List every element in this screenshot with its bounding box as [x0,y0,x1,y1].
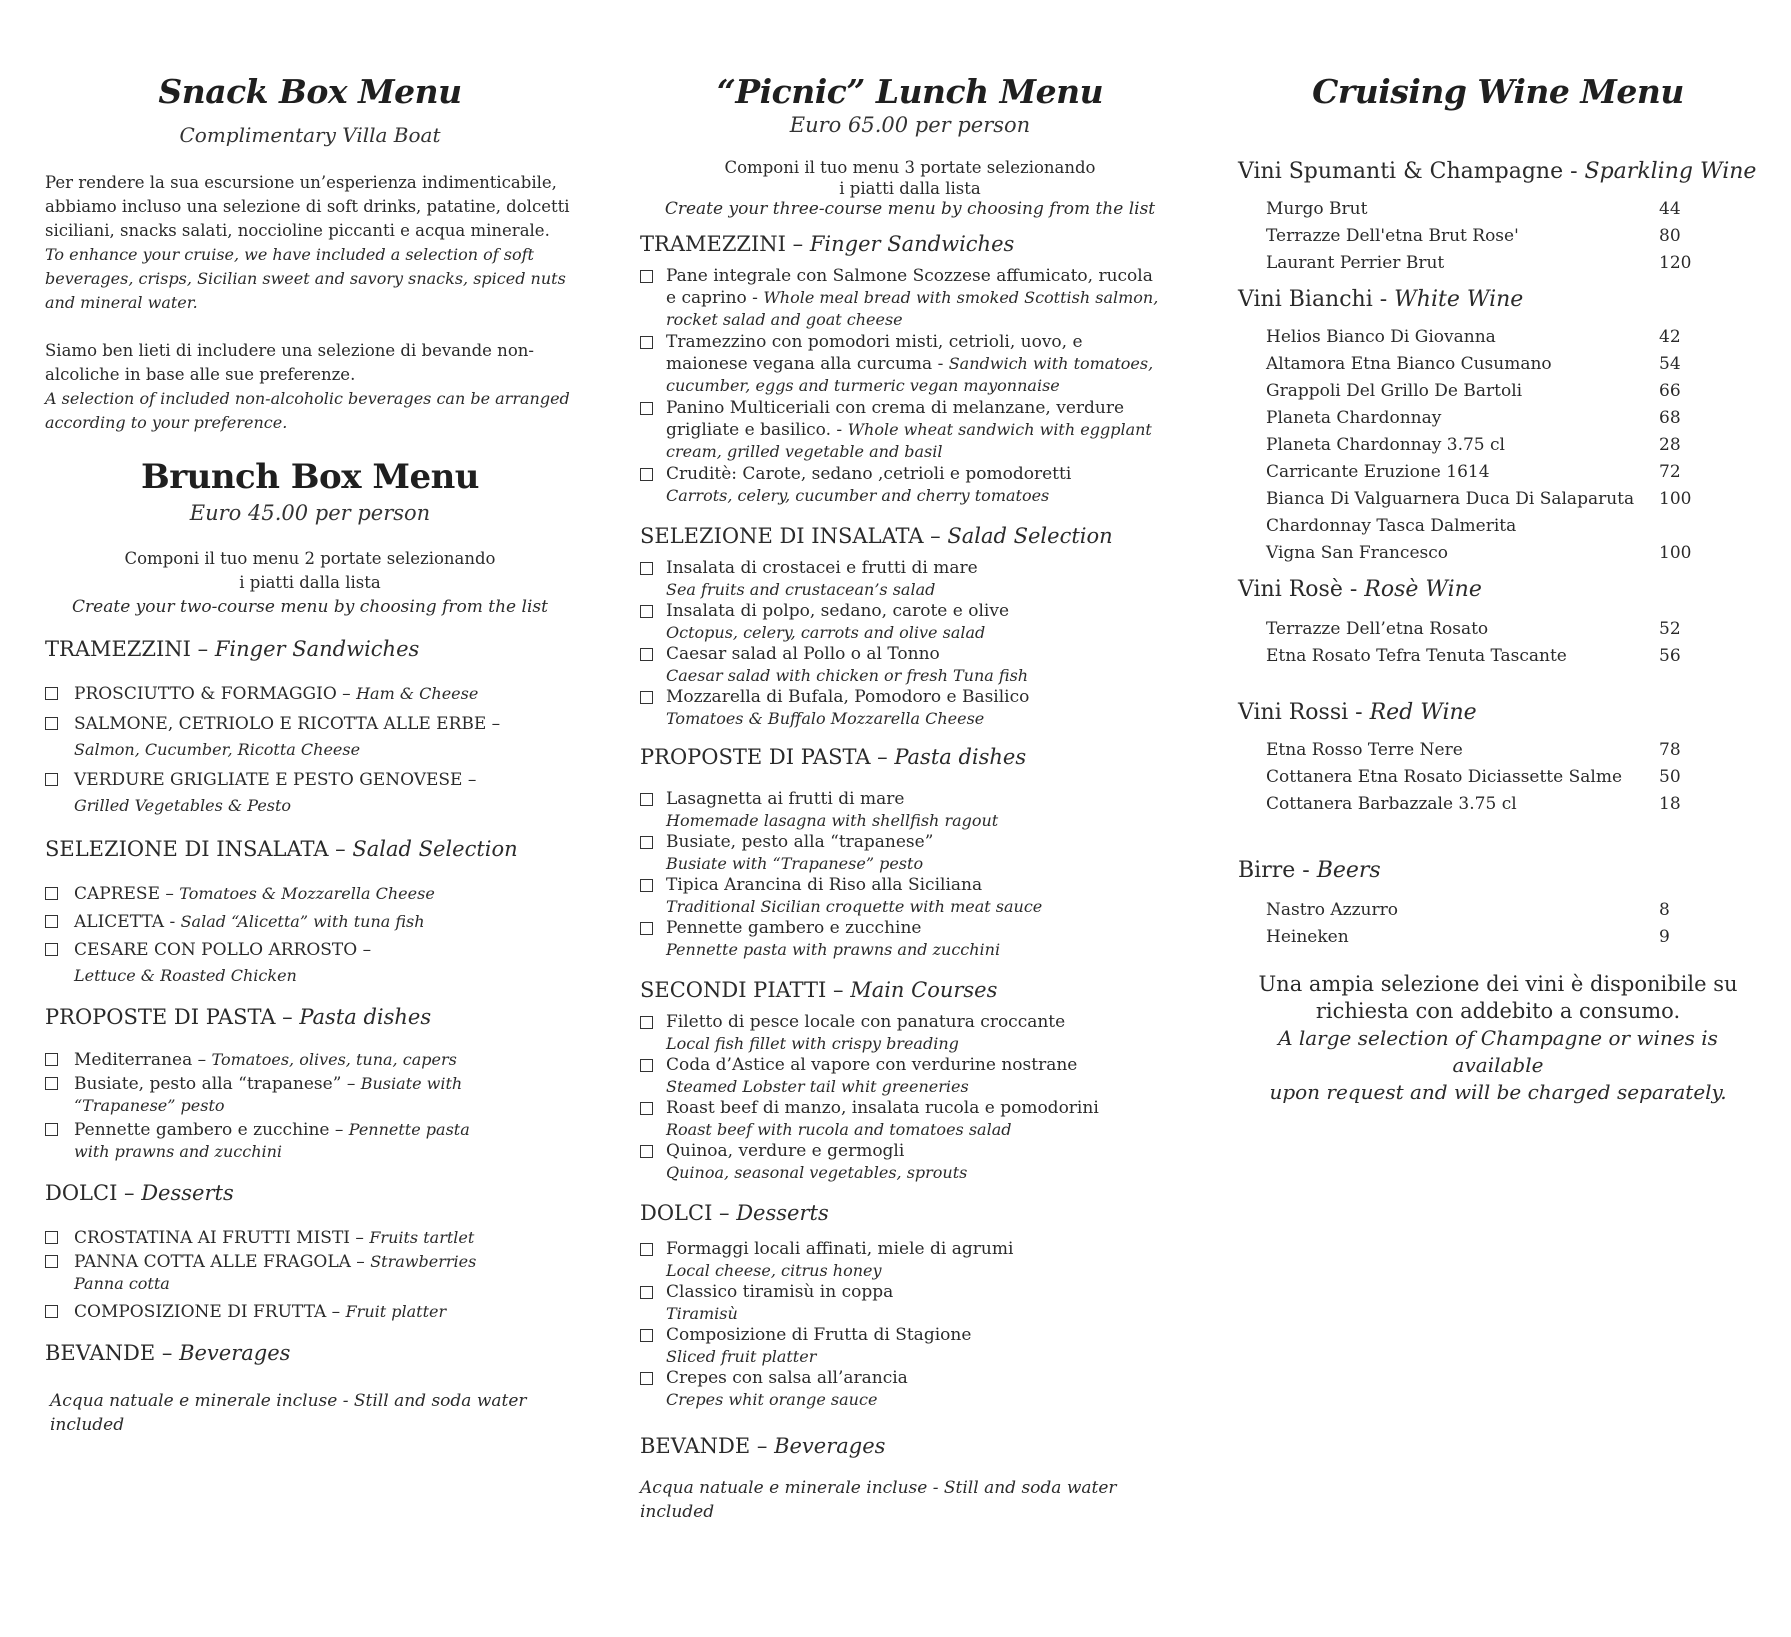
picnic-section-desserts: DOLCI – Desserts [640,1201,829,1225]
checkbox[interactable] [45,1305,58,1318]
checkbox[interactable] [640,793,653,806]
wine-title: Cruising Wine Menu [1312,72,1684,111]
picnic-beverage-note: Acqua natuale e minerale incluse - Still and soda water included [640,1478,1117,1522]
brunch-section-salad: SELEZIONE DI INSALATA – Salad Selection [45,837,518,861]
brunch-intro-2: i piatti dalla lista [239,573,381,592]
wine-footer-it-2: richiesta con addebito a consumo. [1315,999,1681,1023]
picnic-price: Euro 65.00 per person [789,113,1031,137]
picnic-option[interactable]: Insalata di polpo, sedano, carote e olive Octopus, celery, carrots and olive salad [640,601,1180,643]
wine-row: Etna Rosato Tefra Tenuta Tascante 56 [1266,646,1681,666]
brunch-beverage-note: Acqua natuale e minerale incluse - Still and soda water included [50,1391,527,1435]
brunch-option[interactable]: ALICETTA - Salad “Alicetta” with tuna fish [45,911,575,933]
picnic-section-salad: SELEZIONE DI INSALATA – Salad Selection [640,524,1113,548]
checkbox[interactable] [640,402,653,415]
brunch-option[interactable]: COMPOSIZIONE DI FRUTTA – Fruit platter [45,1301,575,1323]
brunch-title: Brunch Box Menu [140,457,480,497]
wine-row: Helios Bianco Di Giovanna 42 [1266,327,1681,347]
checkbox[interactable] [640,1286,653,1299]
wine-row: Planeta Chardonnay 68 [1266,408,1681,428]
picnic-section-pasta: PROPOSTE DI PASTA – Pasta dishes [640,745,1027,769]
checkbox[interactable] [45,915,58,928]
wine-row: Chardonnay Tasca Dalmerita [1266,516,1517,536]
picnic-option[interactable]: Mozzarella di Bufala, Pomodoro e Basilico Tomatoes & Buffalo Mozzarella Cheese [640,687,1180,729]
picnic-option[interactable]: Composizione di Frutta di Stagione Sliced fruit platter [640,1325,1180,1367]
checkbox[interactable] [640,1372,653,1385]
checkbox[interactable] [640,336,653,349]
picnic-option[interactable]: Quinoa, verdure e germogli Quinoa, seasonal vegetables, sprouts [640,1141,1180,1183]
picnic-option[interactable]: Busiate, pesto alla “trapanese” Busiate with “Trapanese” pesto [640,832,1180,874]
checkbox[interactable] [640,648,653,661]
wine-row: Nastro Azzurro 8 [1266,900,1670,920]
picnic-option[interactable]: Crepes con salsa all’arancia Crepes whit orange sauce [640,1368,1180,1410]
picnic-section-main: SECONDI PIATTI – Main Courses [640,978,998,1002]
checkbox[interactable] [640,1145,653,1158]
picnic-intro-en: Create your three-course menu by choosing from the list [664,199,1156,219]
wine-row: Vigna San Francesco 100 [1266,543,1692,563]
wine-row: Grappoli Del Grillo De Bartoli 66 [1266,381,1681,401]
checkbox[interactable] [640,562,653,575]
wine-section-white: Vini Bianchi - White Wine [1238,287,1524,312]
checkbox[interactable] [640,879,653,892]
brunch-intro-en: Create your two-course menu by choosing from the list [72,597,548,617]
brunch-option[interactable]: Busiate, pesto alla “trapanese” – Busiate with “Trapanese” pesto [45,1073,465,1117]
brunch-option[interactable]: CROSTATINA AI FRUTTI MISTI – Fruits tartlet [45,1227,575,1249]
picnic-title: “Picnic” Lunch Menu [716,72,1104,111]
snack-paragraph-it: Per rendere la sua escursione un’esperienza indimenticabile, abbiamo incluso una selezione di soft drinks, patatine, dolcetti siciliani, snacks salati, noccioline piccanti e acqua minerale. [45,173,570,240]
wine-row: Terrazze Dell'etna Brut Rose' 80 [1266,226,1681,246]
wine-row: Carricante Eruzione 1614 72 [1266,462,1681,482]
picnic-option[interactable]: Caesar salad al Pollo o al Tonno Caesar salad with chicken or fresh Tuna fish [640,644,1180,686]
snack-paragraph2-en: A selection of included non-alcoholic beverages can be arranged according to your preference. [45,389,570,432]
brunch-option[interactable]: CESARE CON POLLO ARROSTO – Lettuce & Roasted Chicken [45,937,575,989]
brunch-section-sandwiches: TRAMEZZINI – Finger Sandwiches [45,637,420,661]
column-snack-brunch [45,0,575,1637]
checkbox[interactable] [45,687,58,700]
wine-row: Altamora Etna Bianco Cusumano 54 [1266,354,1681,374]
brunch-option[interactable]: SALMONE, CETRIOLO E RICOTTA ALLE ERBE – Salmon, Cucumber, Ricotta Cheese [45,711,575,763]
wine-section-beers: Birre - Beers [1238,858,1381,883]
checkbox[interactable] [640,270,653,283]
picnic-option[interactable]: Formaggi locali affinati, miele di agrumi Local cheese, citrus honey [640,1239,1180,1281]
checkbox[interactable] [640,1329,653,1342]
wine-footer-en-2: upon request and will be charged separately. [1269,1080,1727,1104]
picnic-option[interactable]: Pane integrale con Salmone Scozzese affumicato, rucola e caprino - Whole meal bread with smoked Scottish salmon, rocket salad and goat cheese [640,266,1165,331]
wine-row: Terrazze Dell’etna Rosato 52 [1266,619,1681,639]
wine-row: Etna Rosso Terre Nere 78 [1266,740,1681,760]
picnic-option[interactable]: Pennette gambero e zucchine Pennette pasta with prawns and zucchini [640,918,1180,960]
picnic-option[interactable]: Cruditè: Carote, sedano ,cetrioli e pomodoretti Carrots, celery, cucumber and cherry tomatoes [640,464,1165,506]
brunch-section-beverages: BEVANDE – Beverages [45,1341,291,1365]
checkbox[interactable] [45,717,58,730]
wine-row: Bianca Di Valguarnera Duca Di Salaparuta 100 [1266,489,1692,509]
picnic-option[interactable]: Classico tiramisù in coppa Tiramisù [640,1282,1180,1324]
checkbox[interactable] [45,1053,58,1066]
wine-section-red: Vini Rossi - Red Wine [1238,700,1477,725]
checkbox[interactable] [640,468,653,481]
wine-section-sparkling: Vini Spumanti & Champagne - Sparkling Wine [1238,159,1757,184]
picnic-option[interactable]: Insalata di crostacei e frutti di mare Sea fruits and crustacean’s salad [640,558,1180,600]
brunch-price: Euro 45.00 per person [189,501,431,525]
column-wine [1238,0,1758,1637]
checkbox[interactable] [640,1059,653,1072]
checkbox[interactable] [640,691,653,704]
checkbox[interactable] [640,1243,653,1256]
picnic-option[interactable]: Lasagnetta ai frutti di mare Homemade lasagna with shellfish ragout [640,789,1180,831]
picnic-section-sandwiches: TRAMEZZINI – Finger Sandwiches [640,232,1015,256]
picnic-intro-2: i piatti dalla lista [839,179,981,198]
checkbox[interactable] [640,1016,653,1029]
snack-subtitle: Complimentary Villa Boat [179,123,441,147]
picnic-option[interactable]: Filetto di pesce locale con panatura croccante Local fish fillet with crispy breading [640,1012,1180,1054]
wine-row: Cottanera Etna Rosato Diciassette Salme 50 [1266,767,1681,787]
checkbox[interactable] [640,922,653,935]
wine-row: Laurant Perrier Brut 120 [1266,253,1692,273]
snack-paragraph2-it: Siamo ben lieti di includere una selezione di bevande non-alcoliche in base alle sue preferenze. [45,341,534,384]
checkbox[interactable] [45,1255,58,1268]
wine-row: Cottanera Barbazzale 3.75 cl 18 [1266,794,1681,814]
brunch-intro-1: Componi il tuo menu 2 portate selezionando [124,549,496,568]
brunch-option[interactable]: PROSCIUTTO & FORMAGGIO – Ham & Cheese [45,683,575,705]
checkbox[interactable] [640,605,653,618]
picnic-option[interactable]: Tramezzino con pomodori misti, cetrioli, uovo, e maionese vegana alla curcuma - Sandwich with tomatoes, cucumber, eggs and turmeric vegan mayonnaise [640,332,1165,397]
brunch-option[interactable]: PANNA COTTA ALLE FRAGOLA – Strawberries Panna cotta [45,1251,515,1295]
checkbox[interactable] [45,887,58,900]
checkbox[interactable] [45,943,58,956]
checkbox[interactable] [45,1077,58,1090]
brunch-section-desserts: DOLCI – Desserts [45,1181,234,1205]
wine-footer [1238,971,1758,1106]
checkbox[interactable] [45,1231,58,1244]
wine-footer-en-1: A large selection of Champagne or wines is available [1278,1026,1718,1077]
picnic-option[interactable]: Coda d’Astice al vapore con verdurine nostrane Steamed Lobster tail whit greeneries [640,1055,1180,1097]
picnic-intro-1: Componi il tuo menu 3 portate selezionando [724,158,1096,177]
picnic-option[interactable]: Panino Multiceriali con crema di melanzane, verdure grigliate e basilico. - Whole wheat sandwich with eggplant cream, grilled vegetable and basil [640,398,1165,463]
brunch-option[interactable]: CAPRESE – Tomatoes & Mozzarella Cheese [45,883,575,905]
picnic-option[interactable]: Tipica Arancina di Riso alla Siciliana Traditional Sicilian croquette with meat sauce [640,875,1180,917]
checkbox[interactable] [45,1123,58,1136]
picnic-section-beverages: BEVANDE – Beverages [640,1434,886,1458]
wine-section-rose: Vini Rosè - Rosè Wine [1238,577,1482,602]
snack-title: Snack Box Menu [158,72,462,111]
wine-row: Murgo Brut 44 [1266,199,1681,219]
checkbox[interactable] [640,836,653,849]
wine-row: Heineken 9 [1266,927,1670,947]
brunch-section-pasta: PROPOSTE DI PASTA – Pasta dishes [45,1005,432,1029]
wine-footer-it-1: Una ampia selezione dei vini è disponibile su [1258,972,1738,996]
column-picnic [640,0,1180,1637]
brunch-option[interactable]: VERDURE GRIGLIATE E PESTO GENOVESE – Grilled Vegetables & Pesto [45,767,575,819]
checkbox[interactable] [45,773,58,786]
brunch-option[interactable]: Pennette gambero e zucchine – Pennette pasta with prawns and zucchini [45,1119,485,1163]
snack-paragraph-en: To enhance your cruise, we have included a selection of soft beverages, crisps, Sicilian sweet and savory snacks, spiced nuts and mineral water. [45,245,566,312]
brunch-option[interactable]: Mediterranea – Tomatoes, olives, tuna, capers [45,1049,575,1071]
wine-row: Planeta Chardonnay 3.75 cl 28 [1266,435,1681,455]
checkbox[interactable] [640,1102,653,1115]
picnic-option[interactable]: Roast beef di manzo, insalata rucola e pomodorini Roast beef with rucola and tomatoes salad [640,1098,1180,1140]
